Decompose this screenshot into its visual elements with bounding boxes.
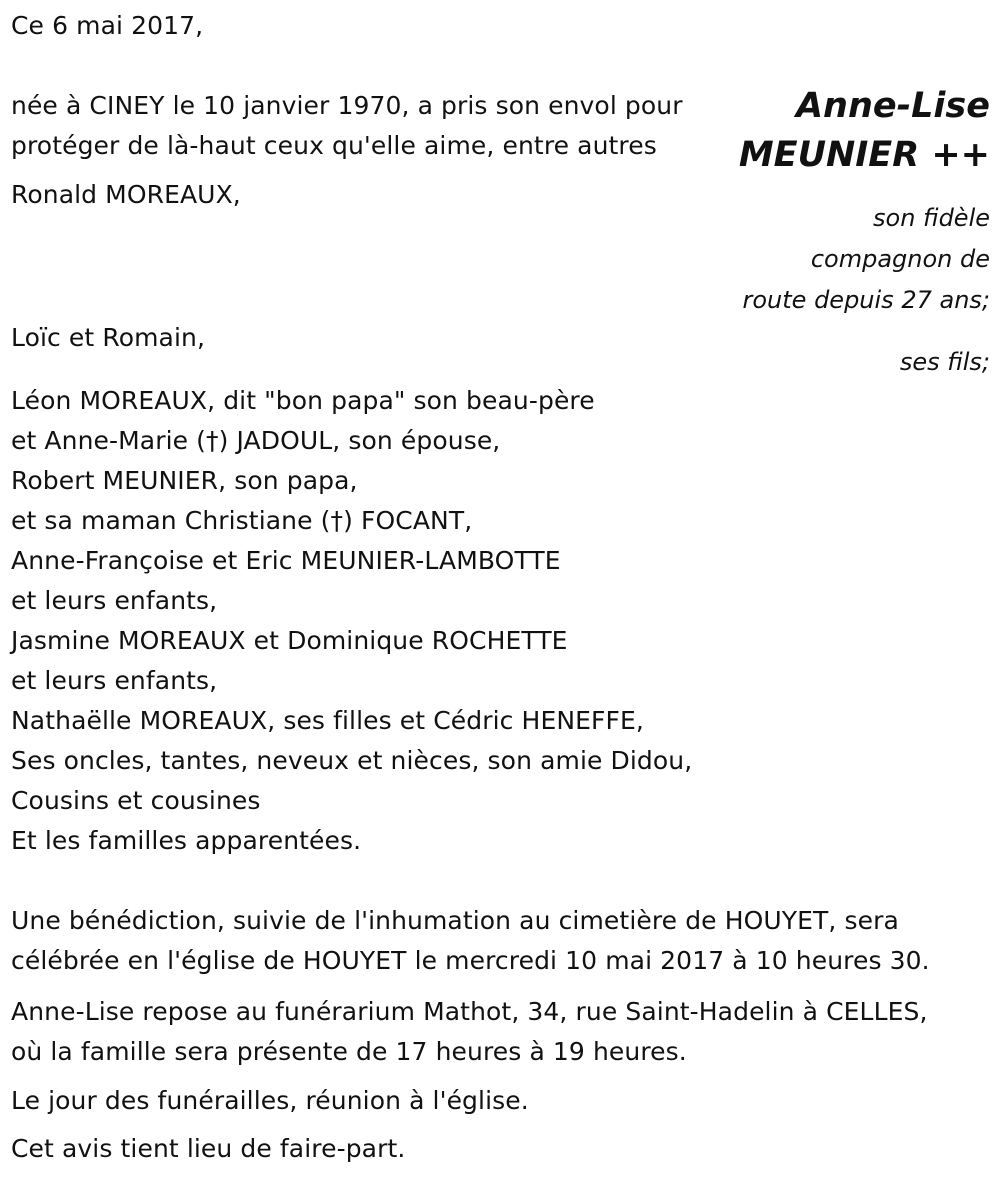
family-line-3: Robert MEUNIER, son papa, xyxy=(11,466,358,495)
intro-line-2: protéger de là-haut ceux qu'elle aime, entre autres xyxy=(11,131,657,160)
family-line-7: Jasmine MOREAUX et Dominique ROCHETTE xyxy=(11,626,568,655)
family-line-2: et Anne-Marie (†) JADOUL, son épouse, xyxy=(11,426,501,455)
family-line-8: et leurs enfants, xyxy=(11,666,218,695)
family-line-6: et leurs enfants, xyxy=(11,586,218,615)
closing-line: Cet avis tient lieu de faire-part. xyxy=(11,1134,406,1163)
ceremony-line-1: Une bénédiction, suivie de l'inhumation au cimetière de HOUYET, sera xyxy=(11,906,899,935)
deceased-first-name: Anne-Lise xyxy=(795,86,990,126)
family-line-10: Ses oncles, tantes, neveux et nièces, son amie Didou, xyxy=(11,746,693,775)
deceased-last-name: MEUNIER ++ xyxy=(738,135,990,175)
partner-note-line-3: route depuis 27 ans; xyxy=(742,286,990,314)
date-line: Ce 6 mai 2017, xyxy=(11,11,204,40)
partner-note-line-2: compagnon de xyxy=(810,245,990,273)
family-line-5: Anne-Françoise et Eric MEUNIER-LAMBOTTE xyxy=(11,546,561,575)
family-line-11: Cousins et cousines xyxy=(11,786,261,815)
intro-line-3: Ronald MOREAUX, xyxy=(11,180,241,209)
partner-note-line-1: son fidèle xyxy=(873,204,990,232)
rest-line-1: Anne-Lise repose au funérarium Mathot, 34, rue Saint-Hadelin à CELLES, xyxy=(11,997,928,1026)
intro-line-1: née à CINEY le 10 janvier 1970, a pris son envol pour xyxy=(11,91,683,120)
rest-line-2: où la famille sera présente de 17 heures à 19 heures. xyxy=(11,1037,687,1066)
family-line-1: Léon MOREAUX, dit "bon papa" son beau-père xyxy=(11,386,595,415)
family-line-4: et sa maman Christiane (†) FOCANT, xyxy=(11,506,473,535)
funeral-day-line: Le jour des funérailles, réunion à l'église. xyxy=(11,1086,529,1115)
family-line-9: Nathaëlle MOREAUX, ses filles et Cédric HENEFFE, xyxy=(11,706,644,735)
ceremony-line-2: célébrée en l'église de HOUYET le mercredi 10 mai 2017 à 10 heures 30. xyxy=(11,946,930,975)
family-line-12: Et les familles apparentées. xyxy=(11,826,362,855)
sons-note: ses fils; xyxy=(899,348,990,376)
sons-line: Loïc et Romain, xyxy=(11,323,206,352)
